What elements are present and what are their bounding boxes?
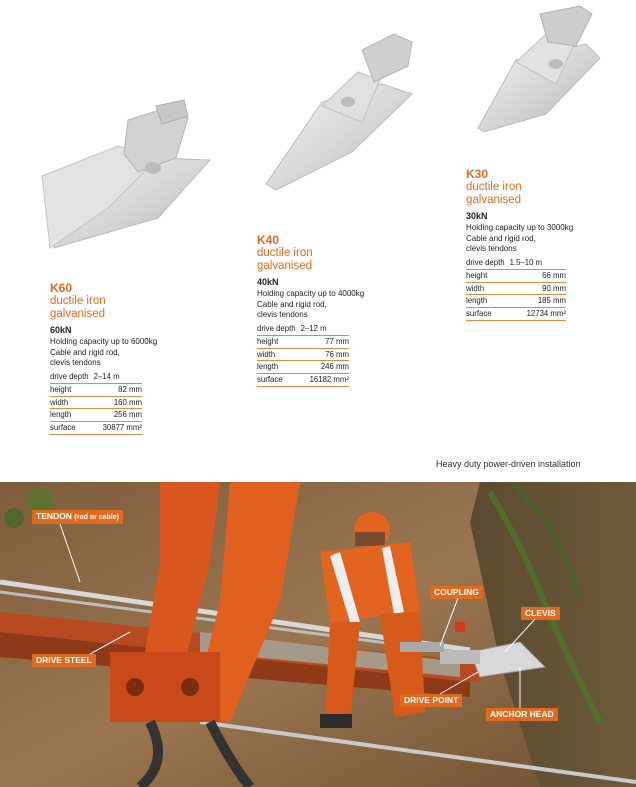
leader-line	[90, 632, 130, 654]
spec-row: width 90 mm	[466, 283, 566, 296]
spec-row: length 185 mm	[466, 295, 566, 308]
product-k40	[257, 233, 364, 387]
product-kn: 40kN	[257, 277, 279, 287]
spec-row: length 256 mm	[50, 409, 142, 422]
product-tendons: Cable and rigid rod,	[257, 300, 327, 309]
product-material: galvanised	[50, 308, 105, 320]
product-holding: Holding capacity up to 6000kg	[50, 337, 158, 346]
spec-row: width 160 mm	[50, 397, 142, 410]
product-material: galvanised	[257, 260, 312, 272]
spec-table	[50, 371, 142, 435]
leader-line	[505, 619, 535, 652]
product-code: K30	[466, 167, 489, 181]
product-code: K60	[50, 281, 73, 295]
spec-row: drive depth 2–14 m	[50, 371, 142, 384]
spec-row: surface 30877 mm²	[50, 422, 142, 435]
callout-tendon: TENDON (rod or cable)	[32, 510, 123, 524]
product-k30	[466, 167, 573, 321]
callout-clevis: CLEVIS	[521, 607, 560, 620]
k60-anchor-image	[38, 98, 213, 254]
photo-caption: Heavy duty power-driven installation	[436, 459, 581, 469]
leader-line	[440, 598, 458, 646]
k30-anchor-image	[476, 4, 604, 132]
product-kn: 30kN	[466, 211, 488, 221]
spec-row: surface 16182 mm²	[257, 374, 349, 387]
spec-row: drive depth 1.5–10 m	[466, 257, 566, 270]
product-material: galvanised	[466, 194, 521, 206]
installation-photo	[0, 482, 636, 787]
k40-anchor-image	[262, 32, 422, 192]
product-material: ductile iron	[466, 181, 522, 193]
product-code: K40	[257, 233, 280, 247]
callout-leader-lines	[0, 482, 636, 787]
product-tendons: clevis tendons	[257, 310, 308, 319]
spec-row: height 82 mm	[50, 384, 142, 397]
leader-line	[440, 672, 478, 694]
spec-table	[257, 323, 349, 387]
callout-coupling: COUPLING	[430, 586, 483, 599]
product-holding: Holding capacity up to 3000kg	[466, 223, 574, 232]
product-material: ductile iron	[50, 295, 106, 307]
product-kn: 60kN	[50, 325, 72, 335]
spec-row: width 76 mm	[257, 349, 349, 362]
spec-row: length 246 mm	[257, 361, 349, 374]
product-tendons: clevis tendons	[466, 244, 517, 253]
callout-drive-steel: DRIVE STEEL	[32, 654, 96, 667]
spec-row: drive depth 2–12 m	[257, 323, 349, 336]
product-tendons: Cable and rigid rod,	[50, 348, 120, 357]
spec-row: height 66 mm	[466, 270, 566, 283]
product-material: ductile iron	[257, 247, 313, 259]
product-tendons: clevis tendons	[50, 358, 101, 367]
product-holding: Holding capacity up to 4000kg	[257, 289, 365, 298]
spec-table	[466, 257, 566, 321]
leader-line	[60, 524, 80, 582]
spec-row: height 77 mm	[257, 336, 349, 349]
callout-drive-point: DRIVE POINT	[400, 694, 462, 707]
callout-anchor-head: ANCHOR HEAD	[486, 708, 558, 721]
product-k60	[50, 281, 157, 435]
spec-row: surface 12734 mm²	[466, 308, 566, 321]
product-tendons: Cable and rigid rod,	[466, 234, 536, 243]
